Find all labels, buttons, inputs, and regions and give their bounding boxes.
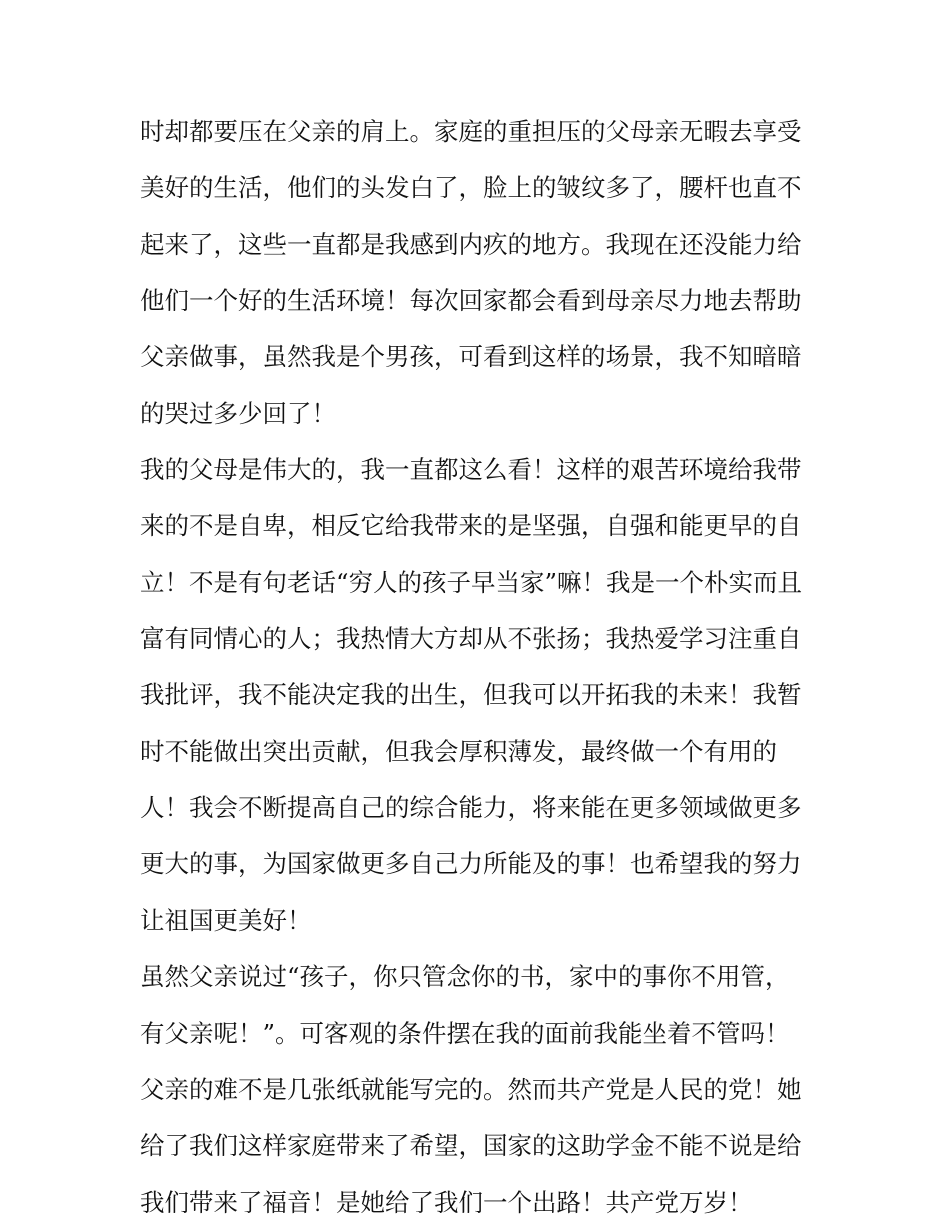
text-line: 父亲的难不是几张纸就能写完的。然而共产党是人民的党！她 [140,1074,802,1104]
text-line: 立！不是有句老话“穷人的孩子早当家”嘛！我是一个朴实而且 [140,567,803,597]
text-line: 我的父母是伟大的，我一直都这么看！这样的艰苦环境给我带 [140,455,802,485]
text-line: 富有同情心的人；我热情大方却从不张扬；我热爱学习注重自 [140,624,802,654]
text-line: 父亲做事，虽然我是个男孩，可看到这样的场景，我不知暗暗 [140,342,802,372]
body-text [140,104,830,1231]
text-line: 更大的事，为国家做更多自己力所能及的事！也希望我的努力 [140,849,802,879]
text-line: 的哭过多少回了！ [140,398,336,428]
text-line: 有父亲呢！”。可客观的条件摆在我的面前我能坐着不管吗！ [140,1018,790,1048]
text-line: 美好的生活，他们的头发白了，脸上的皱纹多了，腰杆也直不 [140,173,802,203]
text-line: 给了我们这样家庭带来了希望，国家的这助学金不能不说是给 [140,1131,802,1161]
text-line: 来的不是自卑，相反它给我带来的是坚强，自强和能更早的自 [140,511,802,541]
text-line: 人！我会不断提高自己的综合能力，将来能在更多领域做更多 [140,793,802,823]
text-line: 我们带来了福音！是她给了我们一个出路！共产党万岁！ [140,1187,753,1217]
text-line: 我批评，我不能决定我的出生，但我可以开拓我的未来！我暂 [140,680,802,710]
text-line: 起来了，这些一直都是我感到内疚的地方。我现在还没能力给 [140,229,802,259]
text-line: 时不能做出突出贡献，但我会厚积薄发，最终做一个有用的 [140,736,777,766]
text-line: 他们一个好的生活环境！每次回家都会看到母亲尽力地去帮助 [140,286,802,316]
text-line: 时却都要压在父亲的肩上。家庭的重担压的父母亲无暇去享受 [140,117,802,146]
text-line: 虽然父亲说过“孩子，你只管念你的书，家中的事你不用管， [140,962,790,992]
text-line: 让祖国更美好！ [140,905,312,935]
